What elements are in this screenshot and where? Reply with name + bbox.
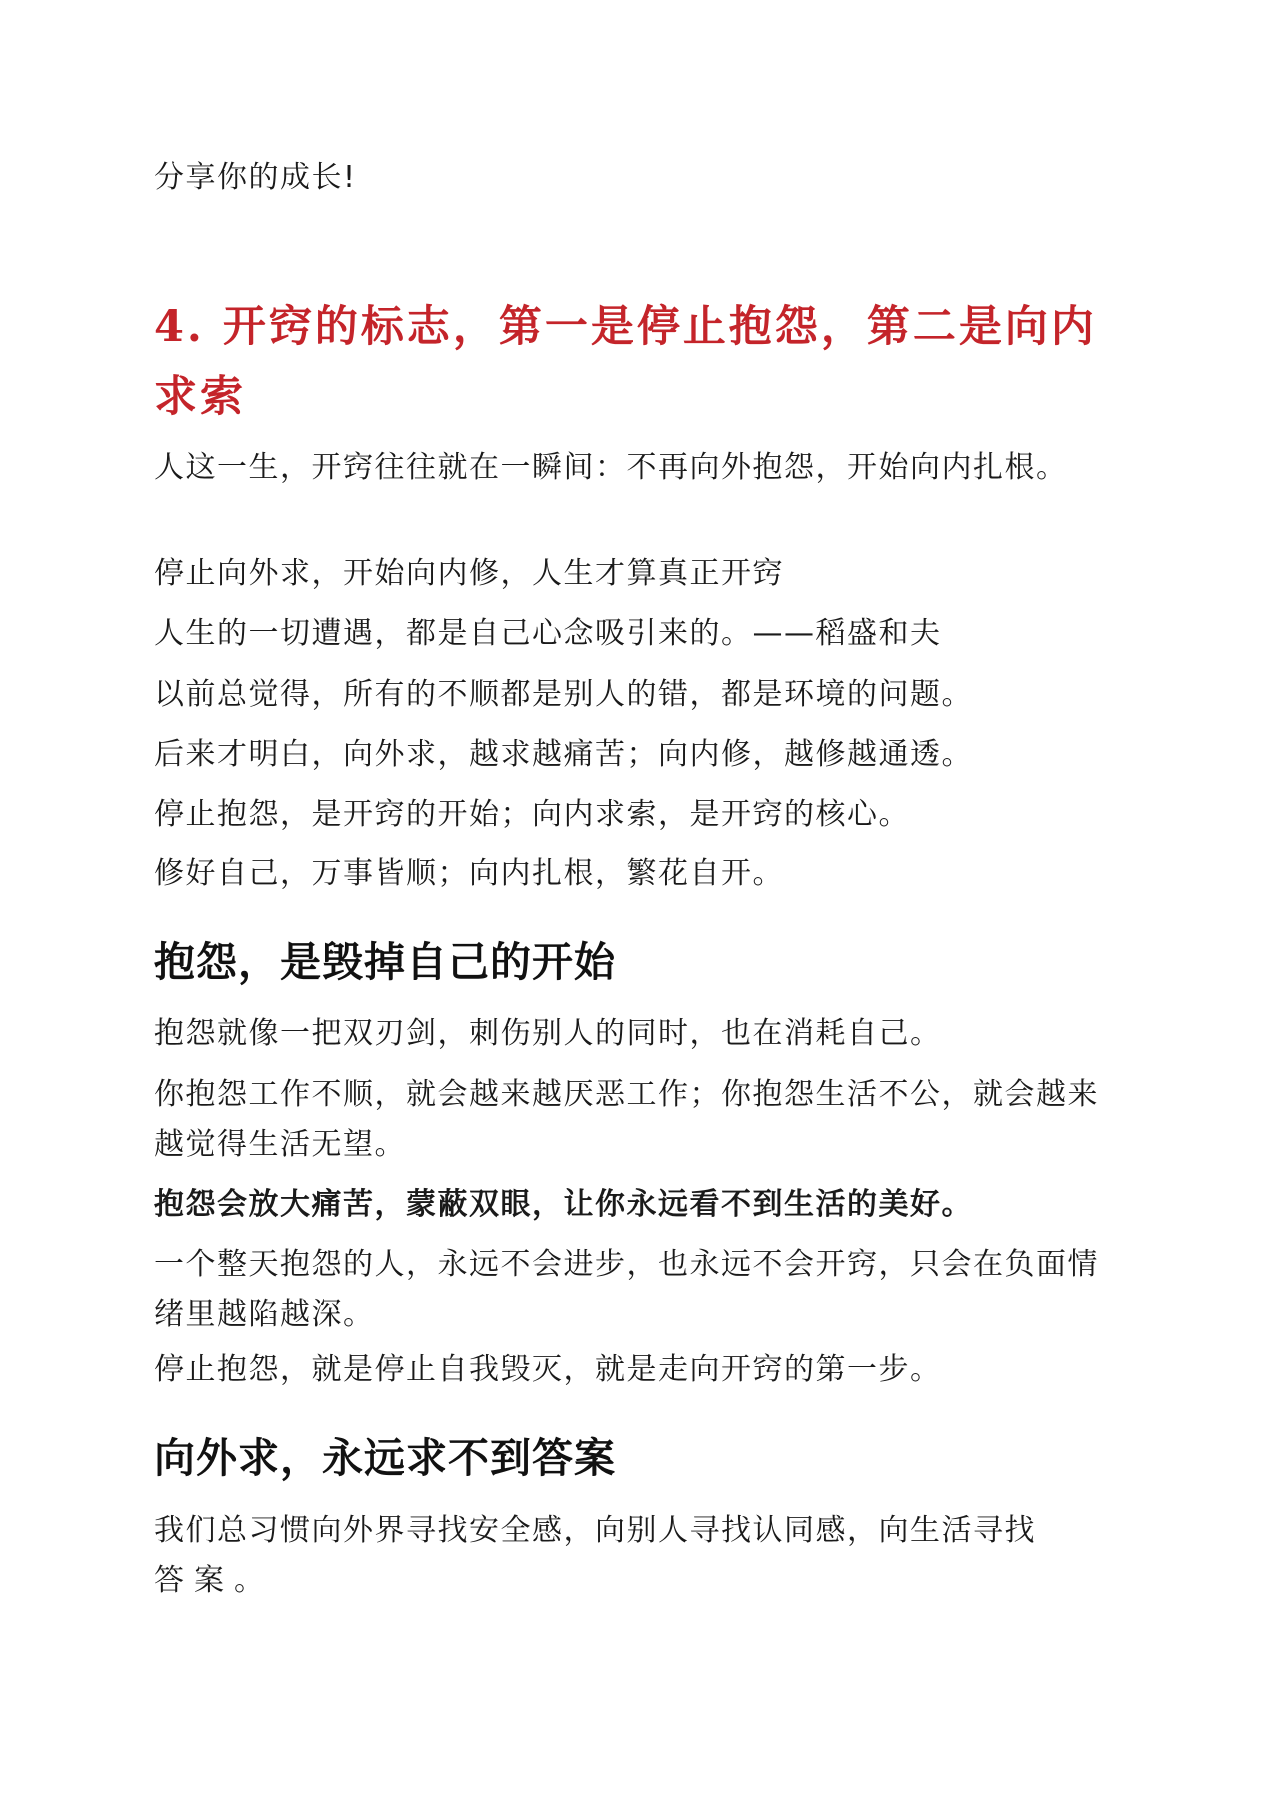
heading-complaining: 抱怨，是毁掉自己的开始 <box>154 938 616 986</box>
paragraph-2-4: 一个整天抱怨的人，永远不会进步，也永远不会开窍，只会在负面情绪里越陷越深。 <box>154 1247 1099 1332</box>
paragraph-2-3-bold: 抱怨会放大痛苦，蒙蔽双眼，让你永远看不到生活的美好。 <box>154 1187 973 1222</box>
paragraph-1-2: 停止向外求，开始向内修，人生才算真正开窍 <box>154 556 784 591</box>
section-title: 4. 开窍的标志，第一是停止抱怨，第二是向内求索 <box>154 302 1097 422</box>
paragraph-1-5: 后来才明白，向外求，越求越痛苦；向内修，越修越通透。 <box>154 737 973 772</box>
paragraph-2-1: 抱怨就像一把双刃剑，刺伤别人的同时，也在消耗自己。 <box>154 1016 942 1051</box>
intro-line: 分享你的成长! <box>154 160 357 195</box>
paragraph-1-6: 停止抱怨，是开窍的开始；向内求索，是开窍的核心。 <box>154 797 910 832</box>
paragraph-2-5: 停止抱怨，就是停止自我毁灭，就是走向开窍的第一步。 <box>154 1352 942 1387</box>
paragraph-3-2: 答案。 <box>154 1563 274 1598</box>
paragraph-1-7: 修好自己，万事皆顺；向内扎根，繁花自开。 <box>154 856 784 891</box>
paragraph-1-1: 人这一生，开窍往往就在一瞬间：不再向外抱怨，开始向内扎根。 <box>154 450 1068 485</box>
paragraph-1-4: 以前总觉得，所有的不顺都是别人的错，都是环境的问题。 <box>154 677 973 712</box>
paragraph-2-2: 你抱怨工作不顺，就会越来越厌恶工作；你抱怨生活不公，就会越来越觉得生活无望。 <box>154 1077 1099 1162</box>
paragraph-3-1: 我们总习惯向外界寻找安全感，向别人寻找认同感，向生活寻找 <box>154 1513 1036 1548</box>
heading-seeking-outside: 向外求，永远求不到答案 <box>154 1434 616 1482</box>
paragraph-1-3: 人生的一切遭遇，都是自己心念吸引来的。——稻盛和夫 <box>154 616 942 651</box>
